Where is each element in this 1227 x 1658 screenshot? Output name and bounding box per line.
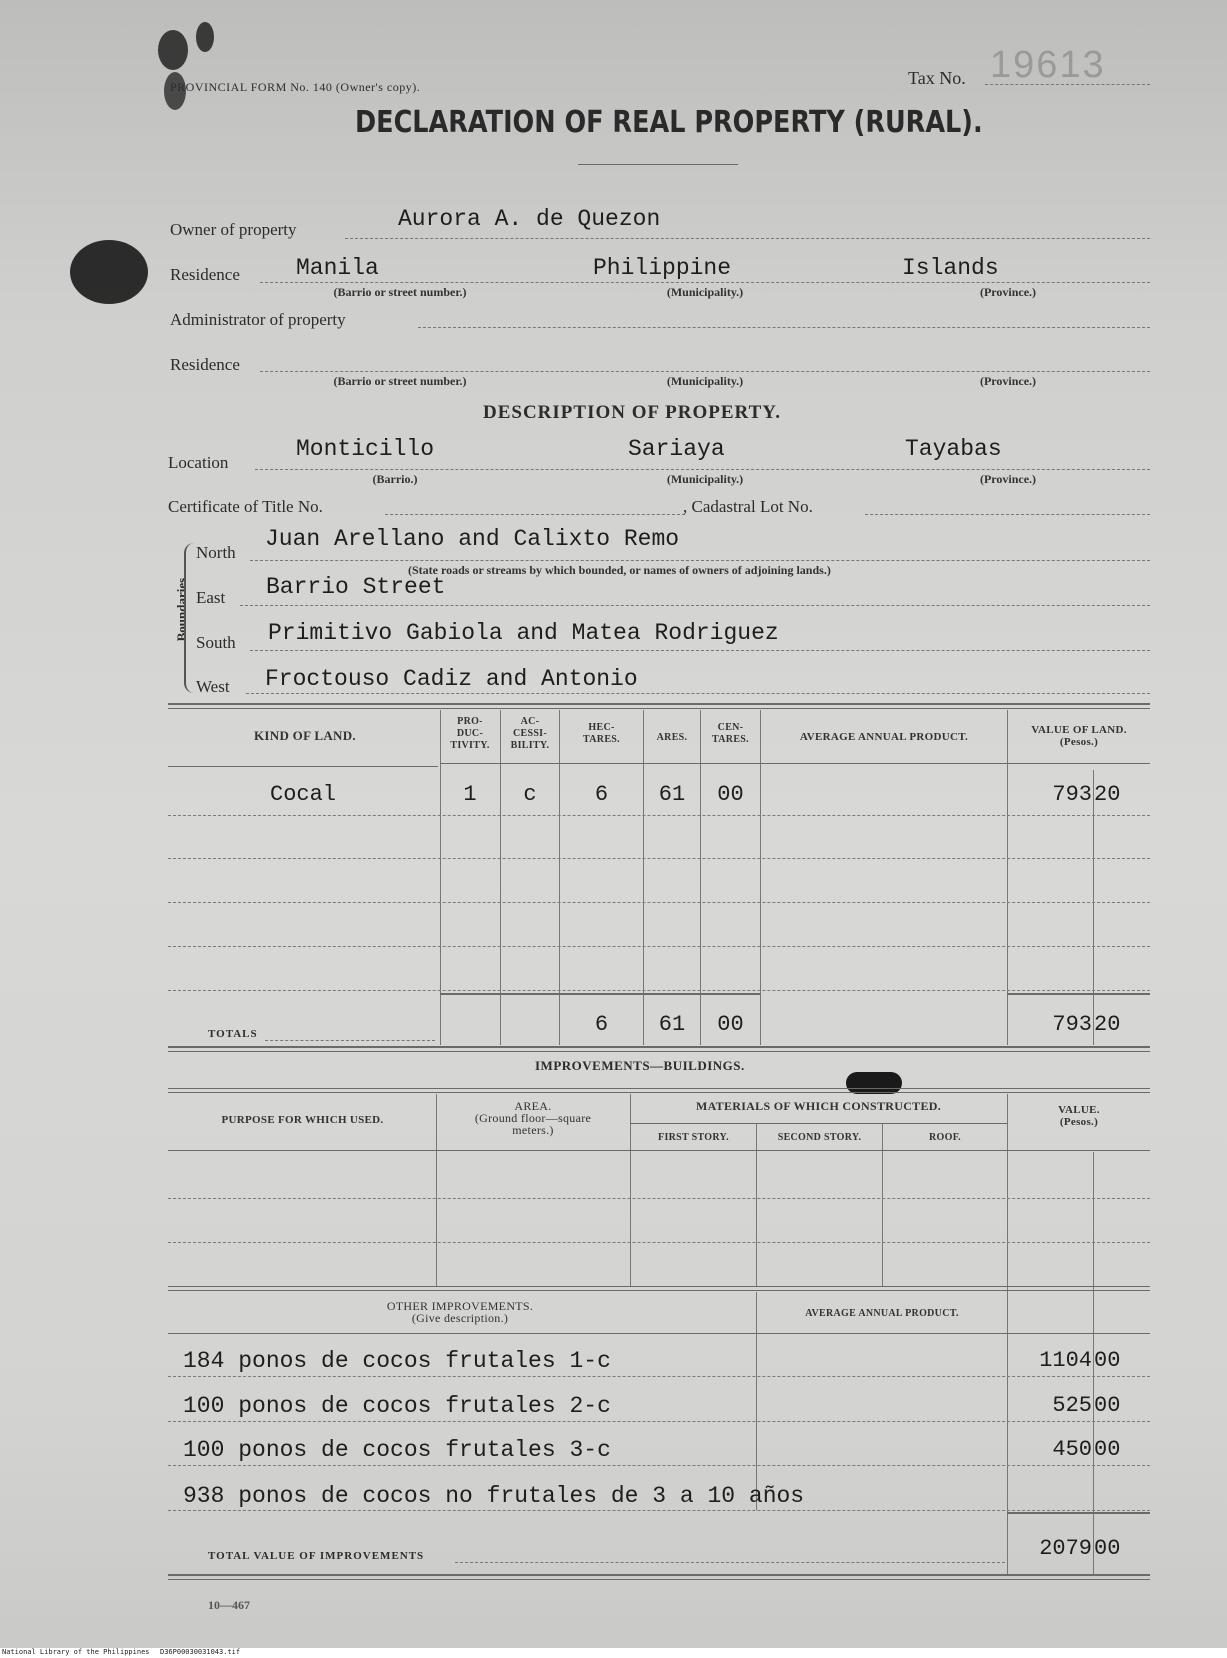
- table-rule: [168, 1290, 1150, 1291]
- improvement-desc: 184 ponos de cocos frutales 1-c: [183, 1348, 611, 1374]
- title-rule: [578, 164, 738, 165]
- table-row-line: [168, 858, 1150, 859]
- header-other-product: AVERAGE ANNUAL PRODUCT.: [805, 1308, 959, 1319]
- header-building-value: VALUE. (Pesos.): [1058, 1104, 1100, 1128]
- title-certificate-label: Certificate of Title No.: [168, 497, 323, 516]
- column-divider: [756, 1292, 757, 1510]
- header-roof: ROOF.: [929, 1132, 961, 1143]
- totals-value-cents: 20: [1094, 1012, 1121, 1037]
- location-municipality: Sariaya: [628, 436, 725, 462]
- header-purpose: PURPOSE FOR WHICH USED.: [221, 1114, 384, 1126]
- totals-rule: [440, 993, 760, 995]
- table-rule: [168, 1088, 1150, 1089]
- boundaries-note: (State roads or streams by which bounded, or names of owners of adjoining lands.): [408, 563, 831, 577]
- table-rule: [168, 703, 1150, 705]
- header-accessibility: AC- CESSI- BILITY.: [510, 716, 550, 751]
- table-rule: [168, 1092, 1150, 1093]
- print-code: 10—467: [208, 1598, 250, 1612]
- header-average-product: AVERAGE ANNUAL PRODUCT.: [799, 731, 969, 743]
- header-first-story: FIRST STORY.: [658, 1132, 729, 1143]
- land-hectares: 6: [594, 782, 609, 807]
- west-value: Froctouso Cadiz and Antonio: [265, 666, 638, 692]
- table-row-line: [168, 902, 1150, 903]
- sublabel-barrio: (Barrio.): [372, 472, 418, 486]
- boundaries-label: Boundaries.: [174, 574, 189, 642]
- sublabel-barrio-street: (Barrio or street number.): [333, 374, 467, 388]
- improvement-value-cents: 00: [1094, 1393, 1121, 1418]
- ink-blot: [196, 22, 214, 52]
- location-barrio: Monticillo: [296, 436, 435, 462]
- cadastral-lot-label: , Cadastral Lot No.: [683, 497, 813, 516]
- title-line: [385, 514, 685, 515]
- west-label: West: [196, 677, 230, 696]
- header-rule: [168, 1333, 1150, 1334]
- improvement-desc: 100 ponos de cocos frutales 2-c: [183, 1393, 611, 1419]
- location-line: [255, 469, 1150, 470]
- sublabel-province: (Province.): [979, 472, 1037, 486]
- administrator-residence-line: [260, 371, 1150, 372]
- column-divider: [1093, 770, 1094, 1045]
- west-line: [246, 693, 1150, 694]
- form-number: PROVINCIAL FORM No. 140 (Owner's copy).: [170, 80, 421, 94]
- ink-blot: [158, 30, 188, 70]
- table-row-line: [168, 1421, 1150, 1422]
- column-divider: [756, 1124, 757, 1286]
- table-row-line: [168, 990, 1150, 991]
- totals-value-pesos: 793: [1052, 1012, 1092, 1037]
- total-improvements-cents: 00: [1094, 1536, 1121, 1561]
- north-line: [250, 560, 1150, 561]
- south-label: South: [196, 633, 236, 652]
- improvement-value-cents: 00: [1094, 1348, 1121, 1373]
- table-row-line: [168, 1242, 1150, 1243]
- owner-residence-label: Residence: [170, 265, 240, 284]
- owner-residence-line: [260, 282, 1150, 283]
- tax-number: 19613: [990, 44, 1106, 86]
- header-centares: CEN- TARES.: [712, 722, 749, 745]
- ink-blot: [70, 240, 148, 304]
- improvement-value-pesos: 450: [1052, 1437, 1092, 1462]
- sublabel-barrio-street: (Barrio or street number.): [333, 285, 467, 299]
- owner-municipality: Philippine: [593, 255, 732, 281]
- ink-blot: [846, 1072, 902, 1094]
- page-title: DECLARATION OF REAL PROPERTY (RURAL).: [355, 105, 983, 140]
- archive-credit: National Library of the Philippines: [2, 1648, 150, 1656]
- administrator-label: Administrator of property: [170, 310, 346, 329]
- owner-label: Owner of property: [170, 220, 297, 239]
- header-rule: [168, 766, 438, 767]
- description-heading: DESCRIPTION OF PROPERTY.: [483, 402, 781, 423]
- header-second-story: SECOND STORY.: [777, 1132, 862, 1143]
- totals-line: [265, 1040, 435, 1041]
- land-centares: 00: [717, 782, 744, 807]
- table-row-line: [168, 946, 1150, 947]
- table-rule: [168, 1579, 1150, 1580]
- land-value-pesos: 793: [1052, 782, 1092, 807]
- table-row-line: [168, 1510, 1150, 1511]
- table-rule: [168, 1286, 1150, 1287]
- sublabel-province: (Province.): [979, 285, 1037, 299]
- header-rule: [168, 1150, 1150, 1151]
- totals-rule: [1007, 993, 1150, 995]
- header-ares: ARES.: [656, 732, 688, 743]
- total-rule: [1007, 1512, 1150, 1514]
- buildings-heading: IMPROVEMENTS—BUILDINGS.: [535, 1058, 745, 1073]
- land-ares: 61: [658, 782, 686, 807]
- totals-centares: 00: [717, 1012, 744, 1037]
- table-rule: [168, 1051, 1150, 1052]
- header-other-improvements: OTHER IMPROVEMENTS. (Give description.): [386, 1299, 534, 1325]
- north-label: North: [196, 543, 236, 562]
- north-value: Juan Arellano and Calixto Remo: [265, 526, 680, 552]
- column-divider: [882, 1124, 883, 1286]
- location-province: Tayabas: [905, 436, 1002, 462]
- total-improvements-pesos: 2079: [1039, 1536, 1092, 1561]
- improvement-value-pesos: 525: [1052, 1393, 1092, 1418]
- column-divider: [760, 710, 761, 1045]
- table-row-line: [168, 815, 1150, 816]
- header-productivity: PRO- DUC- TIVITY.: [450, 716, 490, 751]
- totals-label: TOTALS: [208, 1028, 258, 1040]
- improvement-value-pesos: 1104: [1039, 1348, 1092, 1373]
- totals-ares: 61: [658, 1012, 686, 1037]
- land-value-cents: 20: [1094, 782, 1121, 807]
- south-value: Primitivo Gabiola and Matea Rodriguez: [268, 620, 779, 646]
- boundaries-brace: [184, 543, 200, 693]
- header-kind-of-land: KIND OF LAND.: [253, 728, 356, 743]
- owner-line: [345, 238, 1150, 239]
- table-row-line: [168, 1465, 1150, 1466]
- lot-line: [865, 514, 1150, 515]
- sublabel-municipality: (Municipality.): [666, 285, 744, 299]
- header-materials: MATERIALS OF WHICH CONSTRUCTED.: [695, 1099, 942, 1113]
- table-rule: [168, 708, 1150, 709]
- improvement-value-cents: 00: [1094, 1437, 1121, 1462]
- table-row-line: [168, 1376, 1150, 1377]
- land-productivity: 1: [463, 782, 477, 807]
- tax-label: Tax No.: [908, 68, 966, 88]
- header-value-of-land: VALUE OF LAND. (Pesos.): [1031, 724, 1127, 748]
- header-rule: [630, 1123, 1007, 1124]
- owner-province: Islands: [902, 255, 999, 281]
- east-label: East: [196, 588, 226, 607]
- administrator-line: [418, 327, 1150, 328]
- header-area: AREA. (Ground floor—square meters.): [474, 1099, 592, 1137]
- total-improvements-line: [455, 1562, 1005, 1563]
- column-divider: [1007, 1094, 1008, 1576]
- table-row-line: [168, 1198, 1150, 1199]
- sublabel-municipality: (Municipality.): [666, 472, 744, 486]
- location-label: Location: [168, 453, 229, 472]
- totals-hectares: 6: [594, 1012, 609, 1037]
- east-value: Barrio Street: [266, 574, 446, 600]
- improvement-desc: 100 ponos de cocos frutales 3-c: [183, 1437, 611, 1463]
- header-hectares: HEC- TARES.: [583, 722, 620, 745]
- land-accessibility: c: [523, 782, 537, 807]
- east-line: [240, 605, 1150, 606]
- improvement-desc: 938 ponos de cocos no frutales de 3 a 10 años: [183, 1483, 805, 1509]
- owner-barrio: Manila: [296, 255, 379, 281]
- administrator-residence-label: Residence: [170, 355, 240, 374]
- sublabel-municipality: (Municipality.): [666, 374, 744, 388]
- header-rule: [440, 763, 1150, 764]
- sublabel-province: (Province.): [979, 374, 1037, 388]
- table-rule: [168, 1046, 1150, 1048]
- land-kind: Cocal: [270, 782, 337, 807]
- archive-file: D36P00030031043.tif: [160, 1648, 241, 1656]
- total-improvements-label: TOTAL VALUE OF IMPROVEMENTS: [208, 1550, 425, 1562]
- south-line: [250, 650, 1150, 651]
- table-rule: [168, 1574, 1150, 1576]
- owner-value: Aurora A. de Quezon: [398, 206, 661, 232]
